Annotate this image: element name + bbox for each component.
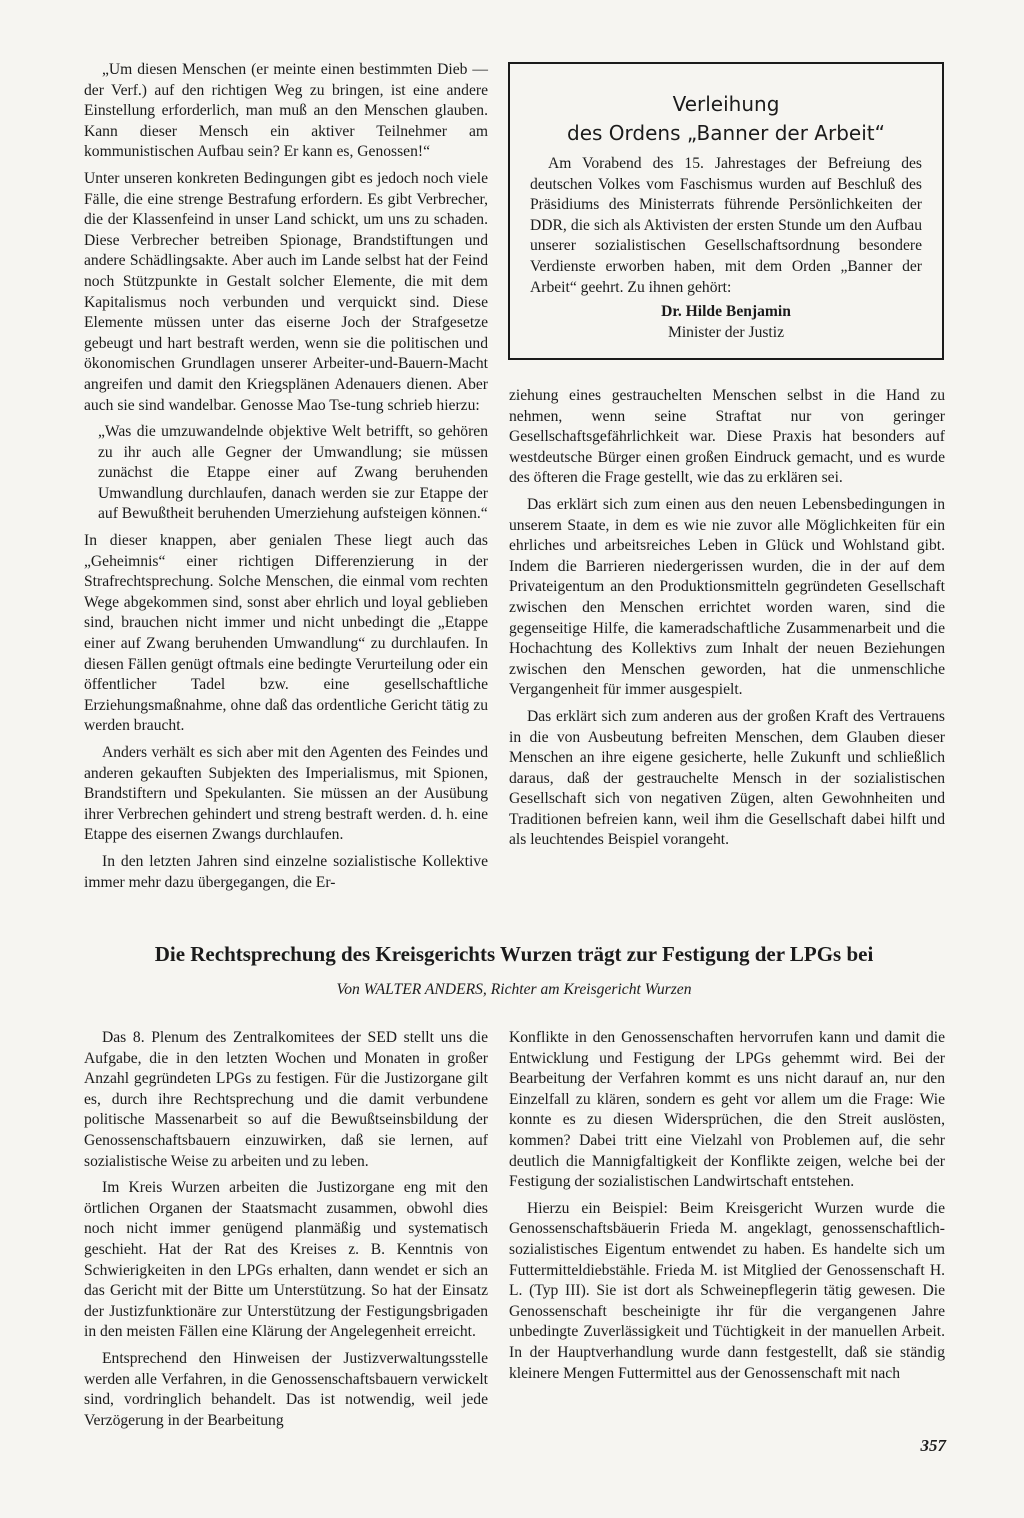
notice-box	[508, 62, 944, 360]
paragraph: Anders verhält es sich aber mit den Agenten des Feindes und anderen gekauften Subjekten des Imperialismus, mit Spionen, Brandstiftern und Spekulanten. Sie müssen an der Ausübung ihrer Verbrechen gehindert und streng bestraft werden. d. h. eine Etappe des eisernen Zwangs durchlaufen.	[84, 744, 488, 844]
notice-author: Dr. Hilde Benjamin	[661, 303, 791, 321]
notice-title-line: des Ordens „Banner der Arbeit“	[567, 121, 885, 145]
paragraph: Das erklärt sich zum anderen aus der großen Kraft des Vertrauens in die von Ausbeutung befreiten Menschen, dem Glauben dieser Menschen an ihre eigene gesicherte, helle Zukunft und schließlich daraus, daß der gestrauchelte Mensch in der sozialistischen Gesellschaft sich von negativen Zügen, alten Gewohnheiten und Traditionen befreien kann, weil ihm die Gesellschaft dabei hilft und als leuchtendes Beispiel vorangeht.	[509, 707, 945, 849]
article-byline: Von WALTER ANDERS, Richter am Kreisgericht Wurzen	[336, 981, 692, 998]
article-right-column	[509, 1028, 945, 1390]
paragraph: In den letzten Jahren sind einzelne sozialistische Kollektive immer mehr dazu übergegangen, die Er-	[84, 852, 488, 891]
paragraph: Unter unseren konkreten Bedingungen gibt es jedoch noch viele Fälle, die eine strenge Bestrafung erfordern. Es gibt Verbrecher, die der Klassenfeind in unser Land schickt, um uns zu schaden. Diese Verbrecher betreiben Spionage, Brandstiftungen und andere Schädlingsakte. Aber auch im Lande selbst hat der Feind noch Stützpunkte in Gestalt solcher Elemente, die mit dem Kapitalismus noch verbunden und verquickt sind. Diese Elemente müssen unter das eiserne Joch der Strafgesetze gebeugt und hart bestraft werden, wenn sie die politischen und ökonomischen Grundlagen unserer Arbeiter-und-Bauern-Macht angreifen und damit den Kriegsplänen Adenauers dienen. Aber auch sie sind wandelbar. Genosse Mao Tse-tung schrieb hierzu:	[84, 169, 488, 414]
paragraph: Das erklärt sich zum einen aus den neuen Lebensbedingungen in unserem Staate, in dem es wie nie zuvor alle Möglichkeiten für ein ehrliches und arbeitsreiches Leben in Glück und Wohlstand gibt. Indem die Barrieren niedergerissen wurden, die in der auf dem Privateigentum an den Produktionsmitteln gegründeten Gesellschaft zwischen den Menschen errichtet worden waren, sind die gegenseitige Hilfe, die kameradschaftliche Zusammenarbeit und die Hochachtung des Kollektivs zum Inhalt der neuen Beziehungen zwischen den Menschen geworden, hat die unmenschliche Vergangenheit für immer ausgespielt.	[509, 495, 945, 699]
paragraph: Das 8. Plenum des Zentralkomitees der SED stellt uns die Aufgabe, die in den letzten Wochen und Monaten in großer Anzahl gegründeten LPGs zu festigen. Für die Justizorgane gilt es, durch ihre Rechtsprechung und die damit verbundene politische Massenarbeit so auf die Bewußtseinsbildung der Genossenschaftsbauern einzuwirken, daß sie lernen, auf sozialistische Weise zu arbeiten und zu leben.	[84, 1029, 488, 1170]
notice-text: Am Vorabend des 15. Jahrestages der Befreiung des deutschen Volkes vom Faschismus wurden auf Beschluß des Präsidiums des Ministerrats führende Persönlichkeiten der DDR, die sich als Aktivisten der ersten Stunde um den Aufbau unserer sozialistischen Gesellschaftsordnung besondere Verdienste erworben haben, mit dem Orden „Banner der Arbeit“ geehrt. Zu ihnen gehört:	[530, 155, 922, 296]
paragraph: Hierzu ein Beispiel: Beim Kreisgericht Wurzen wurde die Genossenschaftsbäuerin Frieda M. angeklagt, genossenschaftlich-sozialistisches Eigentum entwendet zu haben. Es handelte sich um Futtermitteldiebstähle. Frieda M. ist Mitglied der Genossenschaft H. L. (Typ III). Sie ist dort als Schweinepflegerin tätig gewesen. Die Genossenschaft bescheinigte ihr für die vergangenen Jahre unbedingte Zuverlässigkeit und Tüchtigkeit in der manuellen Arbeit. In der Hauptverhandlung wurde dann festgestellt, daß sie ständig kleinere Mengen Futtermittel aus der Genossenschaft mit nach	[509, 1199, 945, 1382]
paragraph: ziehung eines gestrauchelten Menschen selbst in die Hand zu nehmen, wenn seine Straftat nur von geringer Gesellschaftsgefährlichkeit war. Diese Praxis hat besonders auf westdeutsche Bürger einen großen Eindruck gemacht, und es wurde des öfteren die Frage gestellt, wie das zu erklären sei.	[509, 387, 945, 487]
notice-author-role: Minister der Justiz	[667, 323, 785, 341]
notice-title	[530, 90, 922, 148]
notice-title-line: Verleihung	[672, 92, 780, 116]
article-title: Die Rechtsprechung des Kreisgerichts Wurzen trägt zur Festigung der LPGs bei	[154, 942, 874, 966]
paragraph: Im Kreis Wurzen arbeiten die Justizorgane eng mit den örtlichen Organen der Staatsmacht zusammen, obwohl dies noch nicht immer genügend planmäßig und systematisch geschieht. Hat der Rat des Kreises z. B. Kenntnis von Schwierigkeiten in den LPGs erhalten, dann wendet er sich an das Gericht mit der Bitte um Unterstützung. So hat der Einsatz der Justizfunktionäre zur Unterstützung der Festigungsbrigaden in den meisten Fällen eine Klärung der Angelegenheit erreicht.	[84, 1179, 488, 1341]
article-left-column	[84, 1028, 488, 1437]
quote-paragraph: „Was die umzuwandelnde objektive Welt betrifft, so gehören zu ihr auch alle Gegner der Umwandlung; sie müssen zunächst die Etappe einer auf Zwang beruhenden Umwandlung durchlaufen, danach werden sie zur Etappe der auf Bewußtheit beruhenden Umerziehung aufsteigen können.“	[98, 423, 488, 523]
paragraph: „Um diesen Menschen (er meinte einen bestimmten Dieb — der Verf.) auf den richtigen Weg zu bringen, ist eine andere Einstellung erforderlich, man muß an den Menschen glauben. Kann dieser Mensch ein aktiver Teilnehmer am kommunistischen Aufbau sein? Er kann es, Genossen!“	[84, 61, 488, 161]
paragraph: Konflikte in den Genossenschaften hervorrufen kann und damit die Entwicklung und Festigung der LPGs gehemmt wird. Bei der Bearbeitung der Verfahren kommt es uns nicht darauf an, nur den Einzelfall zu klären, sondern es geht vor allem um die Frage: Wie konnte es zu diesen Widersprüchen, die den Streit auslösten, kommen? Dabei tritt eine Vielzahl von Problemen auf, die sehr deutlich die Mannigfaltigkeit der Konflikte zeigen, welche bei der Festigung der sozialistischen Landwirtschaft entstehen.	[509, 1029, 945, 1191]
paragraph: Entsprechend den Hinweisen der Justizverwaltungsstelle werden alle Verfahren, in die Genossenschaftsbauern verwickelt sind, vordringlich behandelt. Das ist notwendig, weil jede Verzögerung in der Bearbeitung	[84, 1349, 488, 1429]
right-column	[509, 386, 945, 857]
left-column	[84, 60, 488, 899]
page-number: 357	[920, 1436, 946, 1455]
paragraph: In dieser knappen, aber genialen These liegt auch das „Geheimnis“ einer richtigen Differenzierung in der Strafrechtsprechung. Solche Menschen, die einmal vom rechten Wege abgekommen sind, sonst aber ehrlich und loyal geblieben sind, brauchen nicht immer und nicht unbedingt die „Etappe einer auf Zwang beruhenden Umwandlung“ zu durchlaufen. In diesen Fällen genügt oftmals eine bedingte Verurteilung oder ein öffentlicher Tadel bzw. eine gesellschaftliche Erziehungsmaßnahme, ohne daß das ordentliche Gericht tätig zu werden braucht.	[84, 532, 488, 735]
